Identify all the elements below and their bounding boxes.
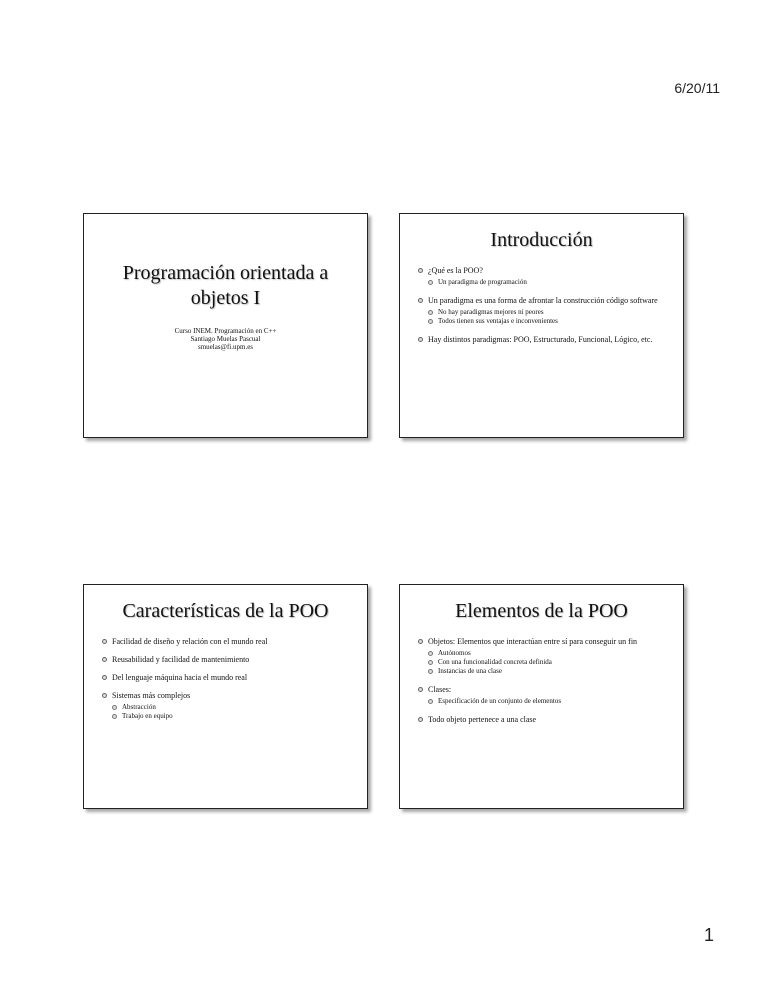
sub-bullet-item: Con una funcionalidad concreta definida [428, 658, 673, 667]
bullet-item [418, 335, 673, 344]
sub-bullet-item: Instancias de una clase [428, 667, 673, 676]
bullet-list [102, 637, 357, 721]
bullet-item [102, 673, 357, 682]
page-date: 6/20/11 [674, 80, 720, 96]
bullet-text: Facilidad de diseño y relación con el mundo real [112, 637, 268, 646]
slide-elementos [399, 584, 684, 809]
slide-caracteristicas [83, 584, 368, 809]
bullet-item [418, 637, 673, 676]
bullet-item [418, 715, 673, 724]
slide-introduccion [399, 213, 684, 438]
subtitle-line: Santiago Muelas Pascual [190, 335, 261, 343]
sub-bullet-item: Autónomos [428, 649, 673, 658]
bullet-item [102, 637, 357, 646]
sub-bullet-item: Abstracción [112, 703, 357, 712]
bullet-text: Hay distintos paradigmas: POO, Estructurado, Funcional, Lógico, etc. [428, 335, 653, 344]
sub-bullet-list [428, 649, 673, 676]
bullet-text: Reusabilidad y facilidad de mantenimiento [112, 655, 250, 664]
bullet-item [418, 685, 673, 706]
sub-bullet-item: Especificación de un conjunto de elementos [428, 697, 673, 706]
bullet-item [418, 266, 673, 287]
bullet-list [418, 637, 673, 724]
bullet-text: Clases: [428, 685, 452, 694]
slide-title: Características de la POO [122, 600, 329, 622]
sub-bullet-list [112, 703, 357, 721]
sub-bullet-list [428, 308, 673, 326]
sub-bullet-list [428, 278, 673, 287]
bullet-text: Del lenguaje máquina hacia el mundo real [112, 673, 248, 682]
bullet-text: Objetos: Elementos que interactúan entre sí para conseguir un fin [428, 637, 638, 646]
bullet-text: Sistemas más complejos [112, 691, 191, 700]
bullet-text: Un paradigma es una forma de afrontar la construcción código software [428, 296, 658, 305]
sub-bullet-item: Todos tienen sus ventajas e inconvenientes [428, 317, 673, 326]
bullet-text: ¿Qué es la POO? [428, 266, 483, 275]
sub-bullet-list [428, 697, 673, 706]
bullet-item [102, 655, 357, 664]
slide-title: Elementos de la POO [455, 600, 628, 622]
bullet-text: Todo objeto pertenece a una clase [428, 715, 537, 724]
sub-bullet-item: No hay paradigmas mejores ni peores [428, 308, 673, 317]
page-number: 1 [703, 925, 714, 945]
bullet-item [102, 691, 357, 721]
subtitle-line: smuelas@fi.upm.es [197, 343, 254, 351]
slide-title: Programación orientada a objetos I [122, 262, 329, 309]
sub-bullet-item: Un paradigma de programación [428, 278, 673, 287]
bullet-list [418, 266, 673, 344]
bullet-item [418, 296, 673, 326]
slide-title: Introducción [490, 229, 593, 251]
subtitle-line: Curso INEM. Programación en C++ [174, 327, 277, 335]
sub-bullet-item: Trabajo en equipo [112, 712, 357, 721]
slide-title-page [83, 213, 368, 438]
slide-subtitle [84, 327, 367, 351]
